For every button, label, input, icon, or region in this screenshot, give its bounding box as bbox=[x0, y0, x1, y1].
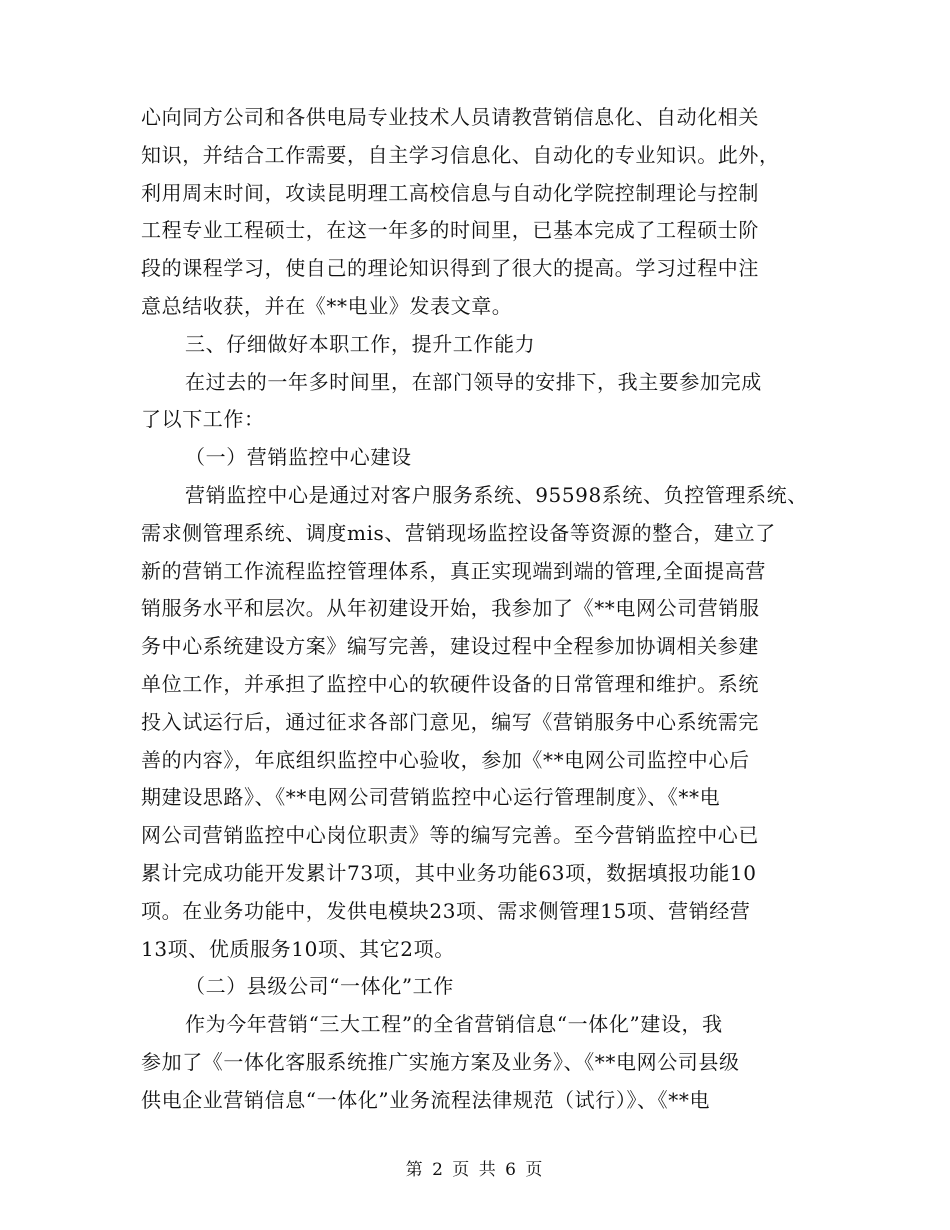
text-line: 知识，并结合工作需要，自主学习信息化、自动化的专业知识。此外， bbox=[141, 142, 780, 167]
text-line: 段的课程学习，使自己的理论知识得到了很大的提高。学习过程中注 bbox=[141, 256, 759, 281]
text-line: 意总结收获，并在《**电业》发表文章。 bbox=[141, 293, 513, 318]
text-line: 期建设思路》、《**电网公司营销监控中心运行管理制度》、《**电 bbox=[141, 785, 721, 810]
text-line: 项。在业务功能中，发供电模块23项、需求侧管理15项、营销经营 bbox=[141, 898, 751, 923]
text-line: 了以下工作： bbox=[141, 407, 265, 432]
text-line: 单位工作，并承担了监控中心的软硬件设备的日常管理和维护。系统 bbox=[141, 671, 759, 696]
page-footer: 第 2 页 共 6 页 bbox=[405, 1160, 545, 1180]
text-line: 在过去的一年多时间里，在部门领导的安排下，我主要参加完成 bbox=[185, 369, 762, 394]
text-line: 心向同方公司和各供电局专业技术人员请教营销信息化、自动化相关 bbox=[141, 105, 759, 129]
text-line: 网公司营销监控中心岗位职责》等的编写完善。至今营销监控中心已 bbox=[141, 823, 759, 848]
text-line: 13项、优质服务10项、其它2项。 bbox=[141, 936, 455, 961]
text-line: 新的营销工作流程监控管理体系，真正实现端到端的管理,全面提高营 bbox=[141, 558, 766, 583]
text-line: 供电企业营销信息“一体化”业务流程法律规范（试行）》、《**电 bbox=[141, 1087, 711, 1112]
document-body bbox=[141, 99, 808, 1120]
text-line: 需求侧管理系统、调度mis、营销现场监控设备等资源的整合，建立了 bbox=[141, 520, 776, 545]
text-line: 营销监控中心是通过对客户服务系统、95598系统、负控管理系统、 bbox=[185, 482, 808, 507]
text-line: 投入试运行后，通过征求各部门意见，编写《营销服务中心系统需完 bbox=[141, 709, 759, 734]
text-line: 工程专业工程硕士，在这一年多的时间里，已基本完成了工程硕士阶 bbox=[141, 218, 759, 243]
text-line: 务中心系统建设方案》编写完善，建设过程中全程参加协调相关参建 bbox=[141, 634, 759, 659]
text-line: 利用周末时间，攻读昆明理工高校信息与自动化学院控制理论与控制 bbox=[141, 180, 759, 205]
text-line: 三、仔细做好本职工作，提升工作能力 bbox=[185, 331, 536, 356]
text-line: 善的内容》，年底组织监控中心验收，参加《**电网公司监控中心后 bbox=[141, 747, 750, 772]
text-line: 销服务水平和层次。从年初建设开始，我参加了《**电网公司营销服 bbox=[141, 596, 760, 621]
text-line: 参加了《一体化客服系统推广实施方案及业务》、《**电网公司县级 bbox=[141, 1049, 740, 1074]
text-line: （一）营销监控中心建设 bbox=[185, 445, 412, 470]
text-line: 累计完成功能开发累计73项，其中业务功能63项，数据填报功能10 bbox=[141, 860, 757, 885]
text-line: （二）县级公司“一体化”工作 bbox=[185, 974, 454, 999]
text-line: 作为今年营销“三大工程”的全省营销信息“一体化”建设，我 bbox=[185, 1012, 723, 1037]
